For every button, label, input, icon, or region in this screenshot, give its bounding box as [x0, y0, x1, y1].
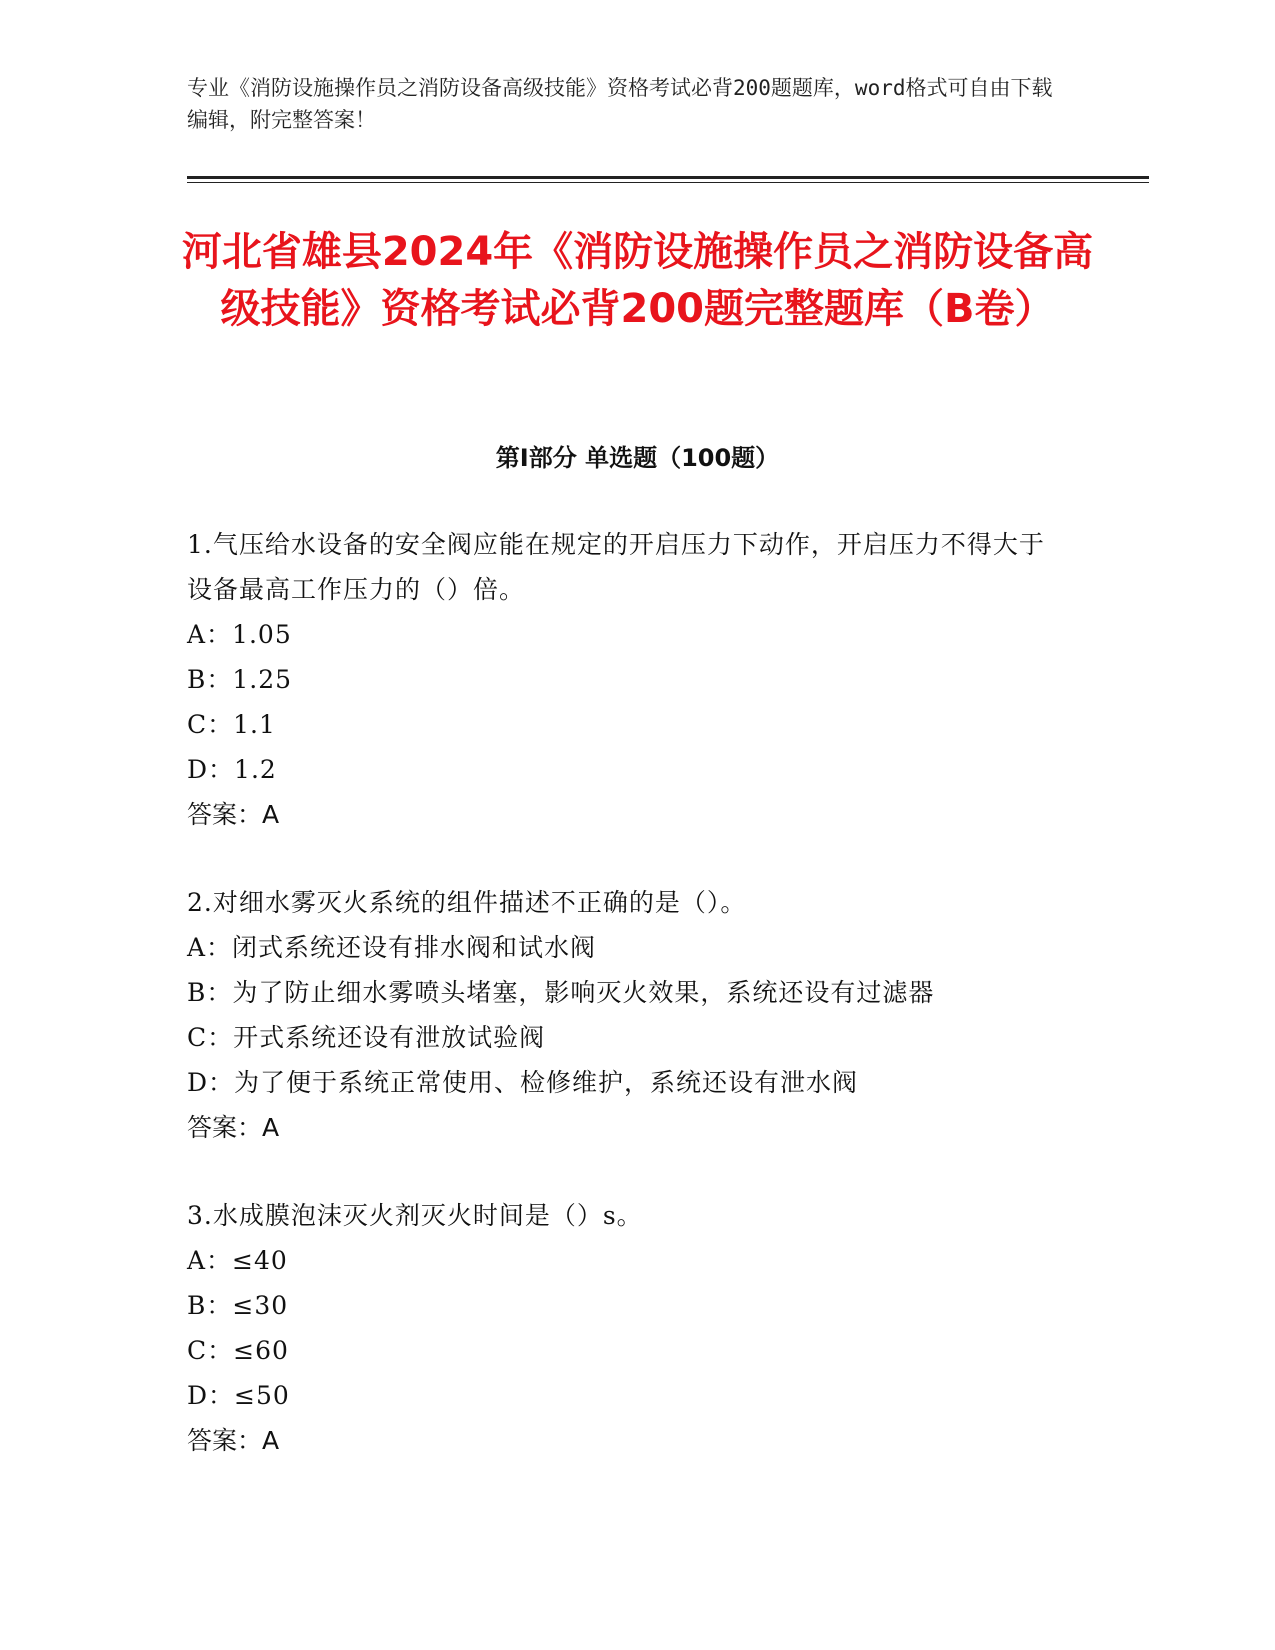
- document-title: 河北省雄县2024年《消防设施操作员之消防设备高级技能》资格考试必背200题完整题库（B卷）: [181, 229, 1094, 332]
- question-1: [187, 522, 1067, 837]
- answer: 答案：A: [187, 800, 280, 829]
- option-a: A：闭式系统还设有排水阀和试水阀: [187, 933, 597, 962]
- option-d: D：1.2: [187, 755, 277, 784]
- header-note: 专业《消防设施操作员之消防设备高级技能》资格考试必背200题题库，word格式可自由下载编辑，附完整答案！: [187, 76, 1053, 132]
- option-c: C：1.1: [187, 710, 276, 739]
- question-3: [187, 1193, 1067, 1463]
- option-b: B：≤30: [187, 1291, 289, 1320]
- option-d: D：≤50: [187, 1381, 290, 1410]
- option-b: B：为了防止细水雾喷头堵塞，影响灭火效果，系统还设有过滤器: [187, 978, 935, 1007]
- option-a: A：≤40: [187, 1246, 288, 1275]
- question-stem: 3.水成膜泡沫灭火剂灭火时间是（）s。: [187, 1201, 643, 1230]
- header-rule-thick: [187, 176, 1149, 179]
- option-a: A：1.05: [187, 620, 292, 649]
- option-d: D：为了便于系统正常使用、检修维护，系统还设有泄水阀: [187, 1068, 859, 1097]
- question-2: [187, 880, 1067, 1150]
- question-stem: 2.对细水雾灭火系统的组件描述不正确的是（）。: [187, 888, 747, 917]
- section-heading: 第I部分 单选题（100题）: [495, 444, 780, 472]
- question-list: [187, 522, 1067, 1506]
- answer: 答案：A: [187, 1426, 280, 1455]
- question-stem: 1.气压给水设备的安全阀应能在规定的开启压力下动作，开启压力不得大于设备最高工作压力的（）倍。: [187, 530, 1045, 604]
- option-b: B：1.25: [187, 665, 293, 694]
- option-c: C：≤60: [187, 1336, 289, 1365]
- answer: 答案：A: [187, 1113, 280, 1142]
- option-c: C：开式系统还设有泄放试验阀: [187, 1023, 546, 1052]
- header-rule-thin: [187, 182, 1149, 183]
